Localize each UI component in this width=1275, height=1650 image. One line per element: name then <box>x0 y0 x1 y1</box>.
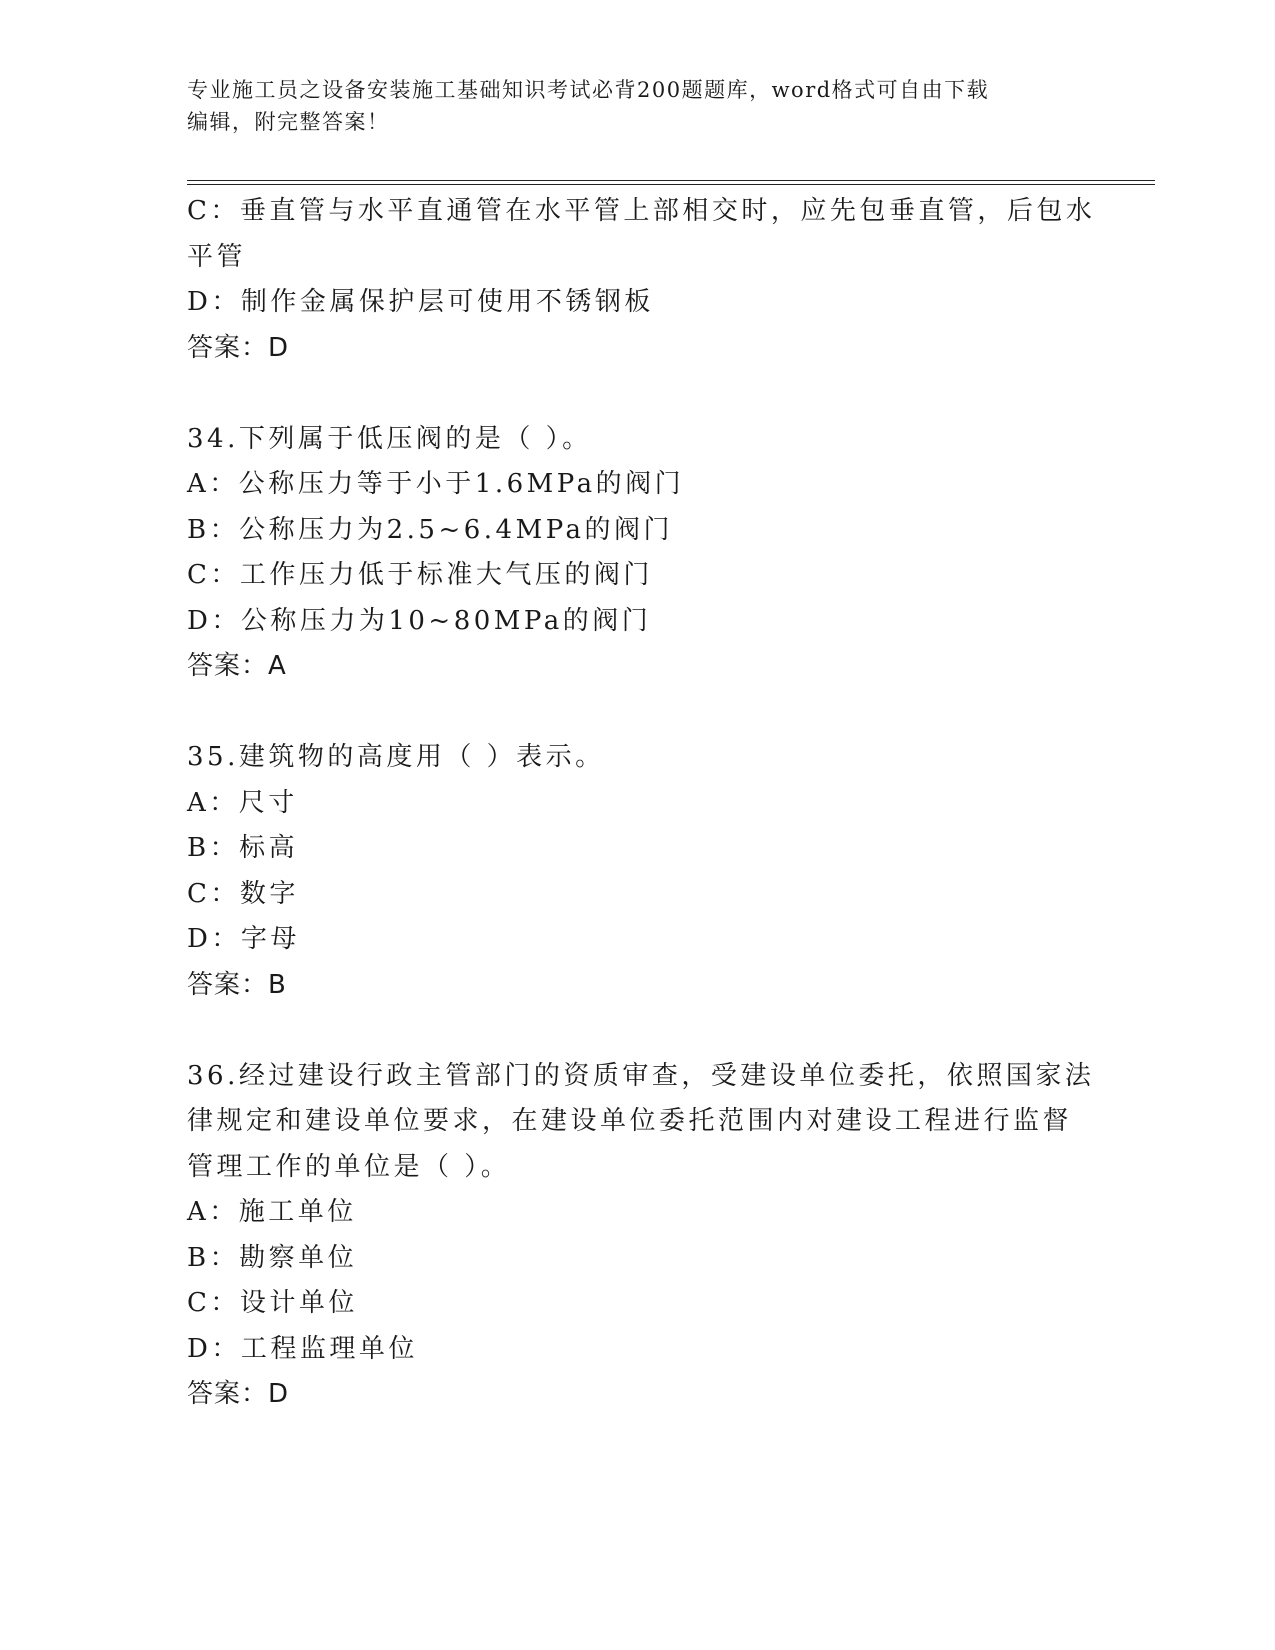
header-divider <box>187 184 1155 185</box>
question-stem: 管理工作的单位是（ ）。 <box>187 1151 511 1182</box>
question-block <box>187 735 1087 1008</box>
question-stem: 律规定和建设单位要求，在建设单位委托范围内对建设工程进行监督 <box>187 1106 1073 1136</box>
option-line: B：标高 <box>187 833 299 863</box>
question-stem: 35.建筑物的高度用（ ）表示。 <box>187 742 605 772</box>
option-line: D：制作金属保护层可使用不锈钢板 <box>187 287 654 317</box>
answer-line: 答案：A <box>187 651 287 681</box>
answer-line: 答案：D <box>187 332 290 363</box>
question-block <box>187 189 1096 371</box>
header-divider <box>187 180 1155 181</box>
option-line: B：公称压力为2.5~6.4MPa的阀门 <box>187 514 674 545</box>
header-line: 专业施工员之设备安装施工基础知识考试必背200题题库，word格式可自由下载 <box>187 78 990 102</box>
option-line: B：勘察单位 <box>187 1242 358 1273</box>
question-content <box>187 189 1096 1418</box>
question-stem: 34.下列属于低压阀的是（ ）。 <box>187 423 592 454</box>
document-header <box>187 74 1067 138</box>
option-line: D：工程监理单位 <box>187 1333 418 1364</box>
answer-line: 答案：B <box>187 969 287 1000</box>
option-line: C：工作压力低于标准大气压的阀门 <box>187 560 653 590</box>
option-line: C：设计单位 <box>187 1288 358 1318</box>
question-block <box>187 1054 1095 1418</box>
option-line: A：尺寸 <box>187 787 298 818</box>
option-line: D：公称压力为10~80MPa的阀门 <box>187 605 652 636</box>
option-line: A：公称压力等于小于1.6MPa的阀门 <box>187 469 685 499</box>
question-block <box>187 417 1087 690</box>
option-line: C：数字 <box>187 878 299 909</box>
header-line: 编辑，附完整答案！ <box>187 110 390 134</box>
option-line: 平管 <box>187 241 247 272</box>
option-line: D：字母 <box>187 924 300 954</box>
answer-line: 答案：D <box>187 1379 290 1409</box>
question-stem: 36.经过建设行政主管部门的资质审查，受建设单位委托，依照国家法 <box>187 1060 1095 1091</box>
option-line: C：垂直管与水平直通管在水平管上部相交时，应先包垂直管，后包水 <box>187 196 1096 226</box>
option-line: A：施工单位 <box>187 1197 357 1227</box>
